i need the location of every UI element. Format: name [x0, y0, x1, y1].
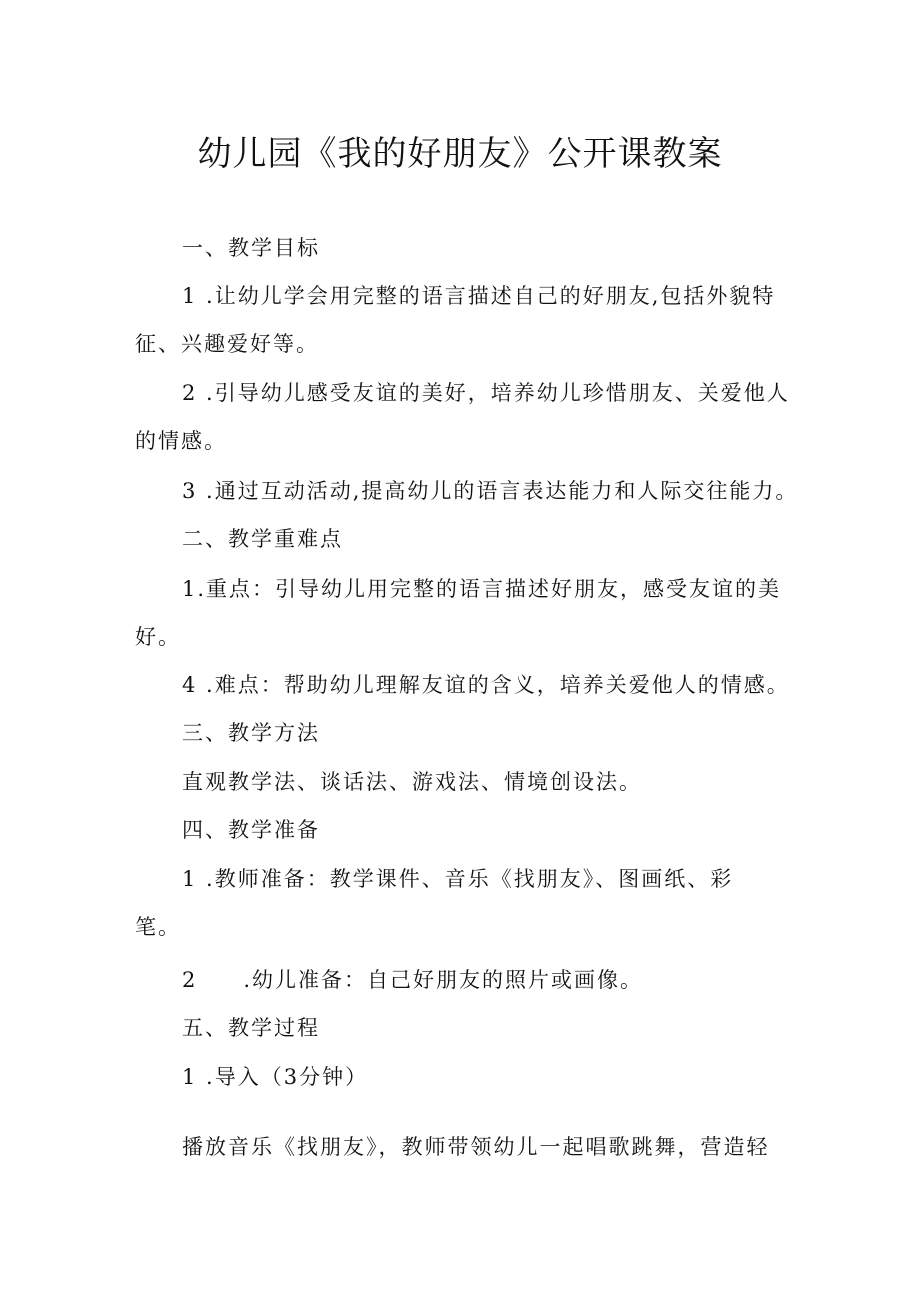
paragraph-line: 好。 — [135, 625, 181, 649]
paragraph-line: 播放音乐《找朋友》，教师带领幼儿一起唱歌跳舞，营造轻 — [182, 1135, 770, 1159]
paragraph-line: 3 .通过互动活动,提高幼儿的语言表达能力和人际交往能力。 — [182, 479, 799, 503]
paragraph-line: 2 .幼儿准备：自己好朋友的照片或画像。 — [182, 968, 644, 992]
paragraph-line: 1 .教师准备：教学课件、音乐《找朋友》、图画纸、彩 — [182, 867, 734, 891]
paragraph-line: 1 .让幼儿学会用完整的语言描述自己的好朋友,包括外貌特 — [182, 284, 776, 308]
section-heading: 一、教学目标 — [182, 236, 320, 260]
paragraph-line: 2 .引导幼儿感受友谊的美好，培养幼儿珍惜朋友、关爱他人 — [182, 381, 790, 405]
paragraph-line: 1 .导入（3分钟） — [182, 1065, 369, 1089]
section-heading: 四、教学准备 — [182, 818, 320, 842]
paragraph-line: 直观教学法、谈话法、游戏法、情境创设法。 — [182, 770, 642, 794]
paragraph-line: 4 .难点：帮助幼儿理解友谊的含义，培养关爱他人的情感。 — [182, 673, 790, 697]
section-heading: 五、教学过程 — [182, 1016, 320, 1040]
paragraph-line: 1.重点：引导幼儿用完整的语言描述好朋友，感受友谊的美 — [182, 577, 782, 601]
document-title: 幼儿园《我的好朋友》公开课教案 — [197, 134, 723, 174]
paragraph-line: 征、兴趣爱好等。 — [135, 332, 319, 356]
paragraph-line: 的情感。 — [135, 429, 227, 453]
section-heading: 二、教学重难点 — [182, 527, 343, 551]
paragraph-line: 笔。 — [135, 915, 181, 939]
section-heading: 三、教学方法 — [182, 721, 320, 745]
